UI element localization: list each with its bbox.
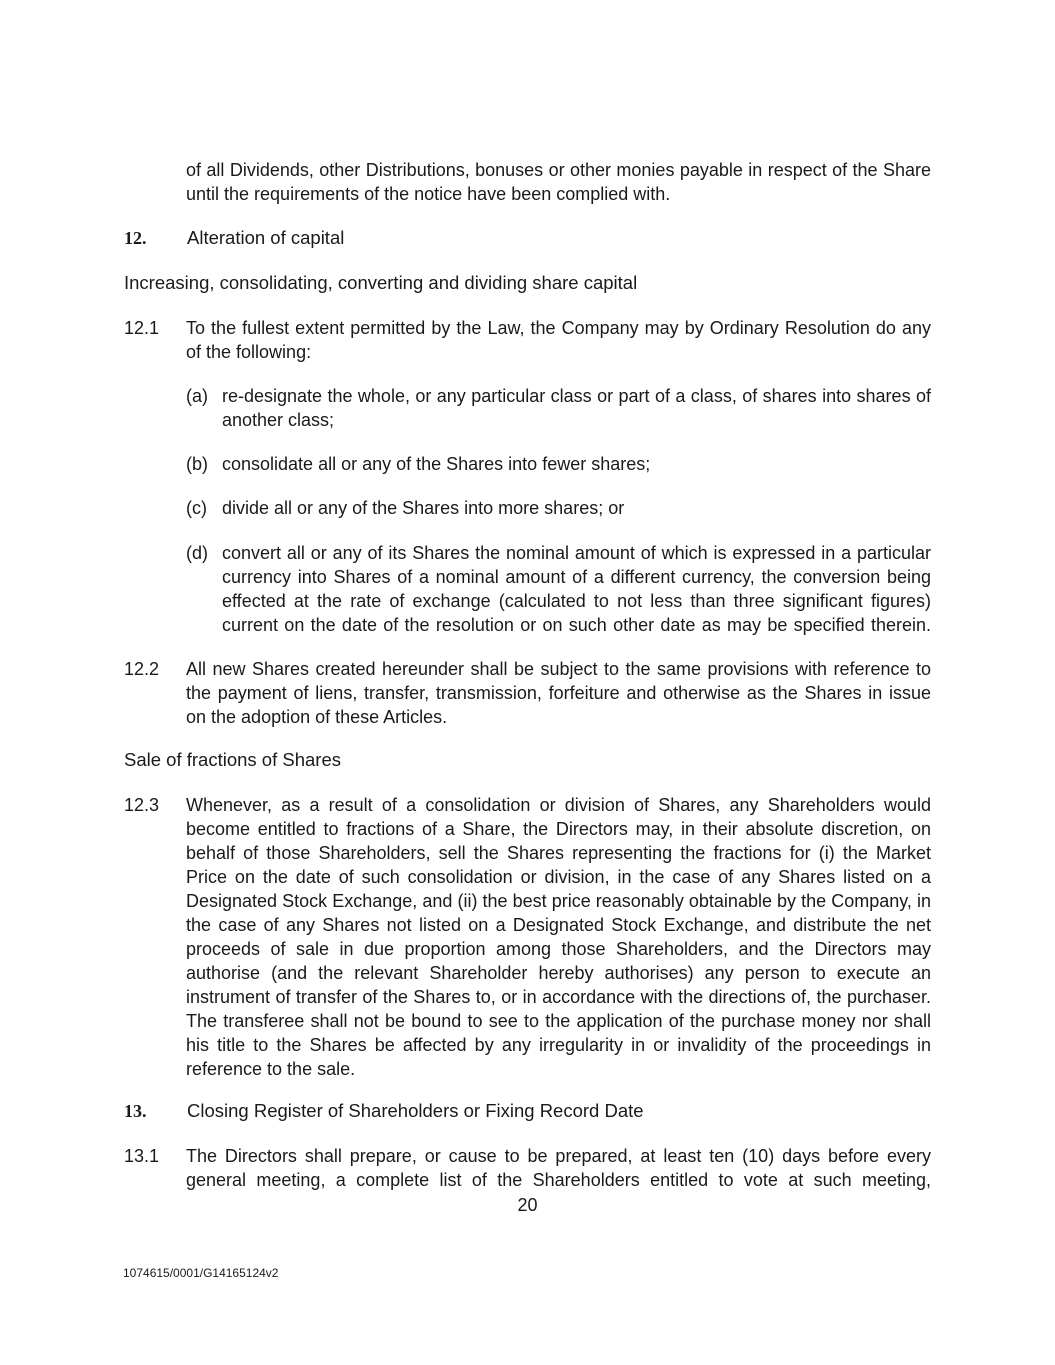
footer-reference: 1074615/0001/G14165124v2 xyxy=(123,1266,279,1280)
item-c-label: (c) xyxy=(186,498,207,518)
item-a-text: re-designate the whole, or any particular class or part of a class, of shares into shares of another class; xyxy=(222,386,931,430)
item-d-text: convert all or any of its Shares the nominal amount of which is expressed in a particular currency into Shares of a nominal amount of a different currency, the conversion being effected at the rate of exchange (calculated to not less than three significant figures) current on the date of the resolution or on such other date as may be specified therein. xyxy=(222,543,931,635)
clause-13-1-text: The Directors shall prepare, or cause to be prepared, at least ten (10) days before every general meeting, a complete list of the Shareholders entitled to vote at such meeting, xyxy=(186,1146,931,1190)
section-13-number: 13. xyxy=(124,1101,147,1121)
clause-12-2-text: All new Shares created hereunder shall be subject to the same provisions with reference to the payment of liens, transfer, transmission, forfeiture and otherwise as the Shares in issue on the adoption of these Articles. xyxy=(186,659,931,727)
clause-12-1-number: 12.1 xyxy=(124,318,160,338)
section-12-title: Alteration of capital xyxy=(187,227,345,248)
page-number: 20 xyxy=(517,1195,538,1215)
clause-13-1-number: 13.1 xyxy=(124,1146,160,1166)
section-13-title: Closing Register of Shareholders or Fixing Record Date xyxy=(187,1100,644,1121)
clause-12-2-number: 12.2 xyxy=(124,659,160,679)
section-12-number: 12. xyxy=(124,228,147,248)
item-b-label: (b) xyxy=(186,454,208,474)
item-c-text: divide all or any of the Shares into more shares; or xyxy=(222,498,625,518)
subheading-sale-of-fractions: Sale of fractions of Shares xyxy=(124,749,341,770)
clause-12-1-text: To the fullest extent permitted by the Law, the Company may by Ordinary Resolution do any of the following: xyxy=(186,318,931,362)
item-a-label: (a) xyxy=(186,386,208,406)
continuation-paragraph: of all Dividends, other Distributions, bonuses or other monies payable in respect of the Share until the requirements of the notice have been complied with. xyxy=(186,160,931,204)
clause-12-3-text: Whenever, as a result of a consolidation or division of Shares, any Shareholders would become entitled to fractions of a Share, the Directors may, in their absolute discretion, on behalf of those Shareholders, sell the Shares representing the fractions for (i) the Market Price on the date of such consolidation or division, in the case of any Shares listed on a Designated Stock Exchange, and (ii) the best price reasonably obtainable by the Company, in the case of any Shares not listed on a Designated Stock Exchange, and distribute the net proceeds of sale in due proportion among those Shareholders, and the Directors may authorise (and the relevant Shareholder hereby authorises) any person to execute an instrument of transfer of the Shares to, or in accordance with the directions of, the purchaser. The transferee shall not be bound to see to the application of the purchase money nor shall his title to the Shares be affected by any irregularity in or invalidity of the proceedings in reference to the sale. xyxy=(186,795,931,1079)
item-d-label: (d) xyxy=(186,543,208,563)
clause-12-3-number: 12.3 xyxy=(124,795,160,815)
item-b-text: consolidate all or any of the Shares into fewer shares; xyxy=(222,454,651,474)
subheading-increasing-capital: Increasing, consolidating, converting and dividing share capital xyxy=(124,272,638,293)
